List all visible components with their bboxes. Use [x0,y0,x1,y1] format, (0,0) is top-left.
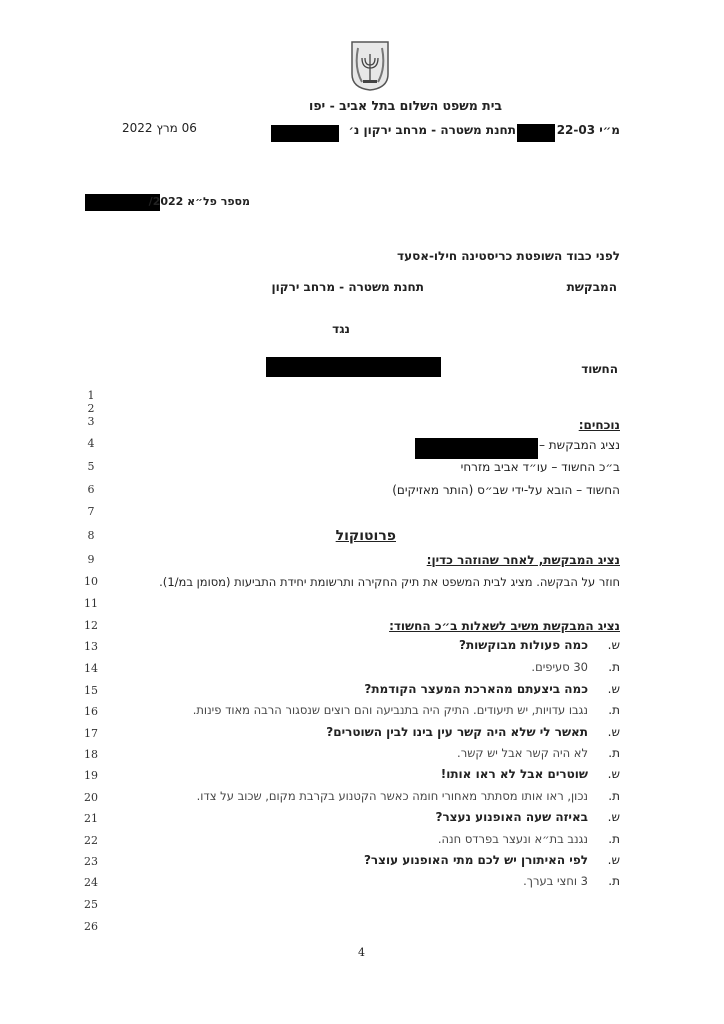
answer-row [438,832,620,846]
present-defense: ב״כ החשוד – עו״ד אביב מזרחי [460,460,620,474]
rep-statement: חוזר על הבקשה. מציג לבית המשפט את תיק החקירה ותרשומת יחידת התביעות (מסומן במ/1). [159,575,620,589]
answer-row [193,703,620,717]
qa-text: כמה ביצעתם מהארכת המעצר הקודמת? [364,682,588,696]
redaction [517,124,555,142]
redaction [415,438,538,459]
case-prefix: מ״י 22-03 [556,123,620,137]
case-number [557,123,620,137]
line-number: 25 [84,898,98,911]
judge-line: לפני כבוד השופטת כריסטינה חילו-אסעד [397,249,620,263]
qa-label: ת. [608,789,620,803]
question-row [459,638,620,652]
redaction [271,125,339,142]
qa-label: ש. [607,810,620,824]
qa-label: ש. [607,682,620,696]
line-number: 15 [84,684,98,697]
qa-label: ת. [608,703,620,717]
question-row [326,725,620,739]
line-number: 3 [87,415,95,428]
qa-label: ת. [608,832,620,846]
qa-text: תאשר לי שלא היה קשר עין בינו לבין השוטרים? [326,725,588,739]
line-number: 21 [84,812,98,825]
line-number: 9 [87,553,95,566]
protocol-title: פרוטוקול [335,528,396,544]
line-number: 13 [84,640,98,653]
present-suspect: החשוד – הובא על-ידי שב״ס (הותר מאזיקים) [392,483,620,497]
rep-heading: נציג המבקשת, לאחר שהוזהר כדין: [426,553,620,567]
qa-text: שוטרים אבל לא ראו אותו! [440,767,588,781]
line-number: 17 [84,727,98,740]
line-number: 18 [84,748,98,761]
qa-label: ש. [607,725,620,739]
requester-label: המבקשת [566,280,617,294]
answer-row [523,874,620,888]
qa-label: ש. [607,853,620,867]
qa-text: 30 סעיפים. [531,660,588,674]
line-number: 22 [84,834,98,847]
qa-text: נגנב בת״א ונעצר בפרדס חנה. [437,832,588,846]
line-number: 5 [87,460,95,473]
suspect-label: החשוד [581,362,618,376]
question-row [436,810,621,824]
line-number: 26 [84,920,98,933]
present-title: נוכחים: [578,418,620,432]
line-number: 11 [84,597,98,610]
qa-label: ש. [607,638,620,652]
qa-text: לא היה קשר אבל יש קשר. [457,746,588,760]
line-number: 20 [84,791,98,804]
page-number: 4 [358,946,365,959]
line-number: 10 [84,575,98,588]
qa-text: נגבו עדויות, יש תיעודים. התיק היה בתנביעה והם רוצים שנסגור הרבה מאוד פינות. [192,703,588,717]
qa-text: באיזה שעה האופנוע נעצר? [435,810,588,824]
line-number: 2 [87,402,95,415]
question-row [364,682,620,696]
hearing-date: 06 מרץ 2022 [122,121,197,135]
case-station: תחנת משטרה - מרחב ירקון נ׳ [348,123,516,137]
line-number: 1 [87,389,95,402]
line-number: 7 [87,505,95,518]
line-number: 12 [84,619,98,632]
line-number: 16 [84,705,98,718]
court-name: בית משפט השלום בתל אביב - יפו [309,98,502,113]
qa-label: ש. [607,767,620,781]
qa-label: ת. [608,660,620,674]
state-emblem-icon [348,40,392,92]
redaction [266,357,441,377]
question-row [364,853,620,867]
present-requester-rep: נציג המבקשת – [538,438,620,452]
qa-text: נכון, ראו אותו מסתתר מאחורי חומה כאשר הקטנוע בקרבת מקום, שכוב על צדו. [196,789,588,803]
line-number: 19 [84,769,98,782]
question-row [441,767,620,781]
qa-heading: נציג המבקשת משיב לשאלות ב״כ החשוד: [389,619,620,633]
qa-text: כמה פעולות מבוקשות? [459,638,588,652]
line-number: 14 [84,662,98,675]
qa-text: לפי האיתורן יש לכם מתי האופנוע עוצר? [363,853,588,867]
requester-value: תחנת משטרה - מרחב ירקון [271,280,424,294]
pla-number: מספר פל״א 2022/ [148,195,250,208]
qa-text: 3 וחצי בערך. [523,874,588,888]
line-number: 23 [84,855,98,868]
versus: נגד [332,322,350,336]
line-number: 4 [87,437,95,450]
line-number: 24 [84,876,98,889]
qa-label: ת. [608,746,620,760]
answer-row [197,789,620,803]
answer-row [531,660,620,674]
line-number: 8 [87,529,95,542]
answer-row [457,746,620,760]
line-number: 6 [87,483,95,496]
qa-label: ת. [608,874,620,888]
